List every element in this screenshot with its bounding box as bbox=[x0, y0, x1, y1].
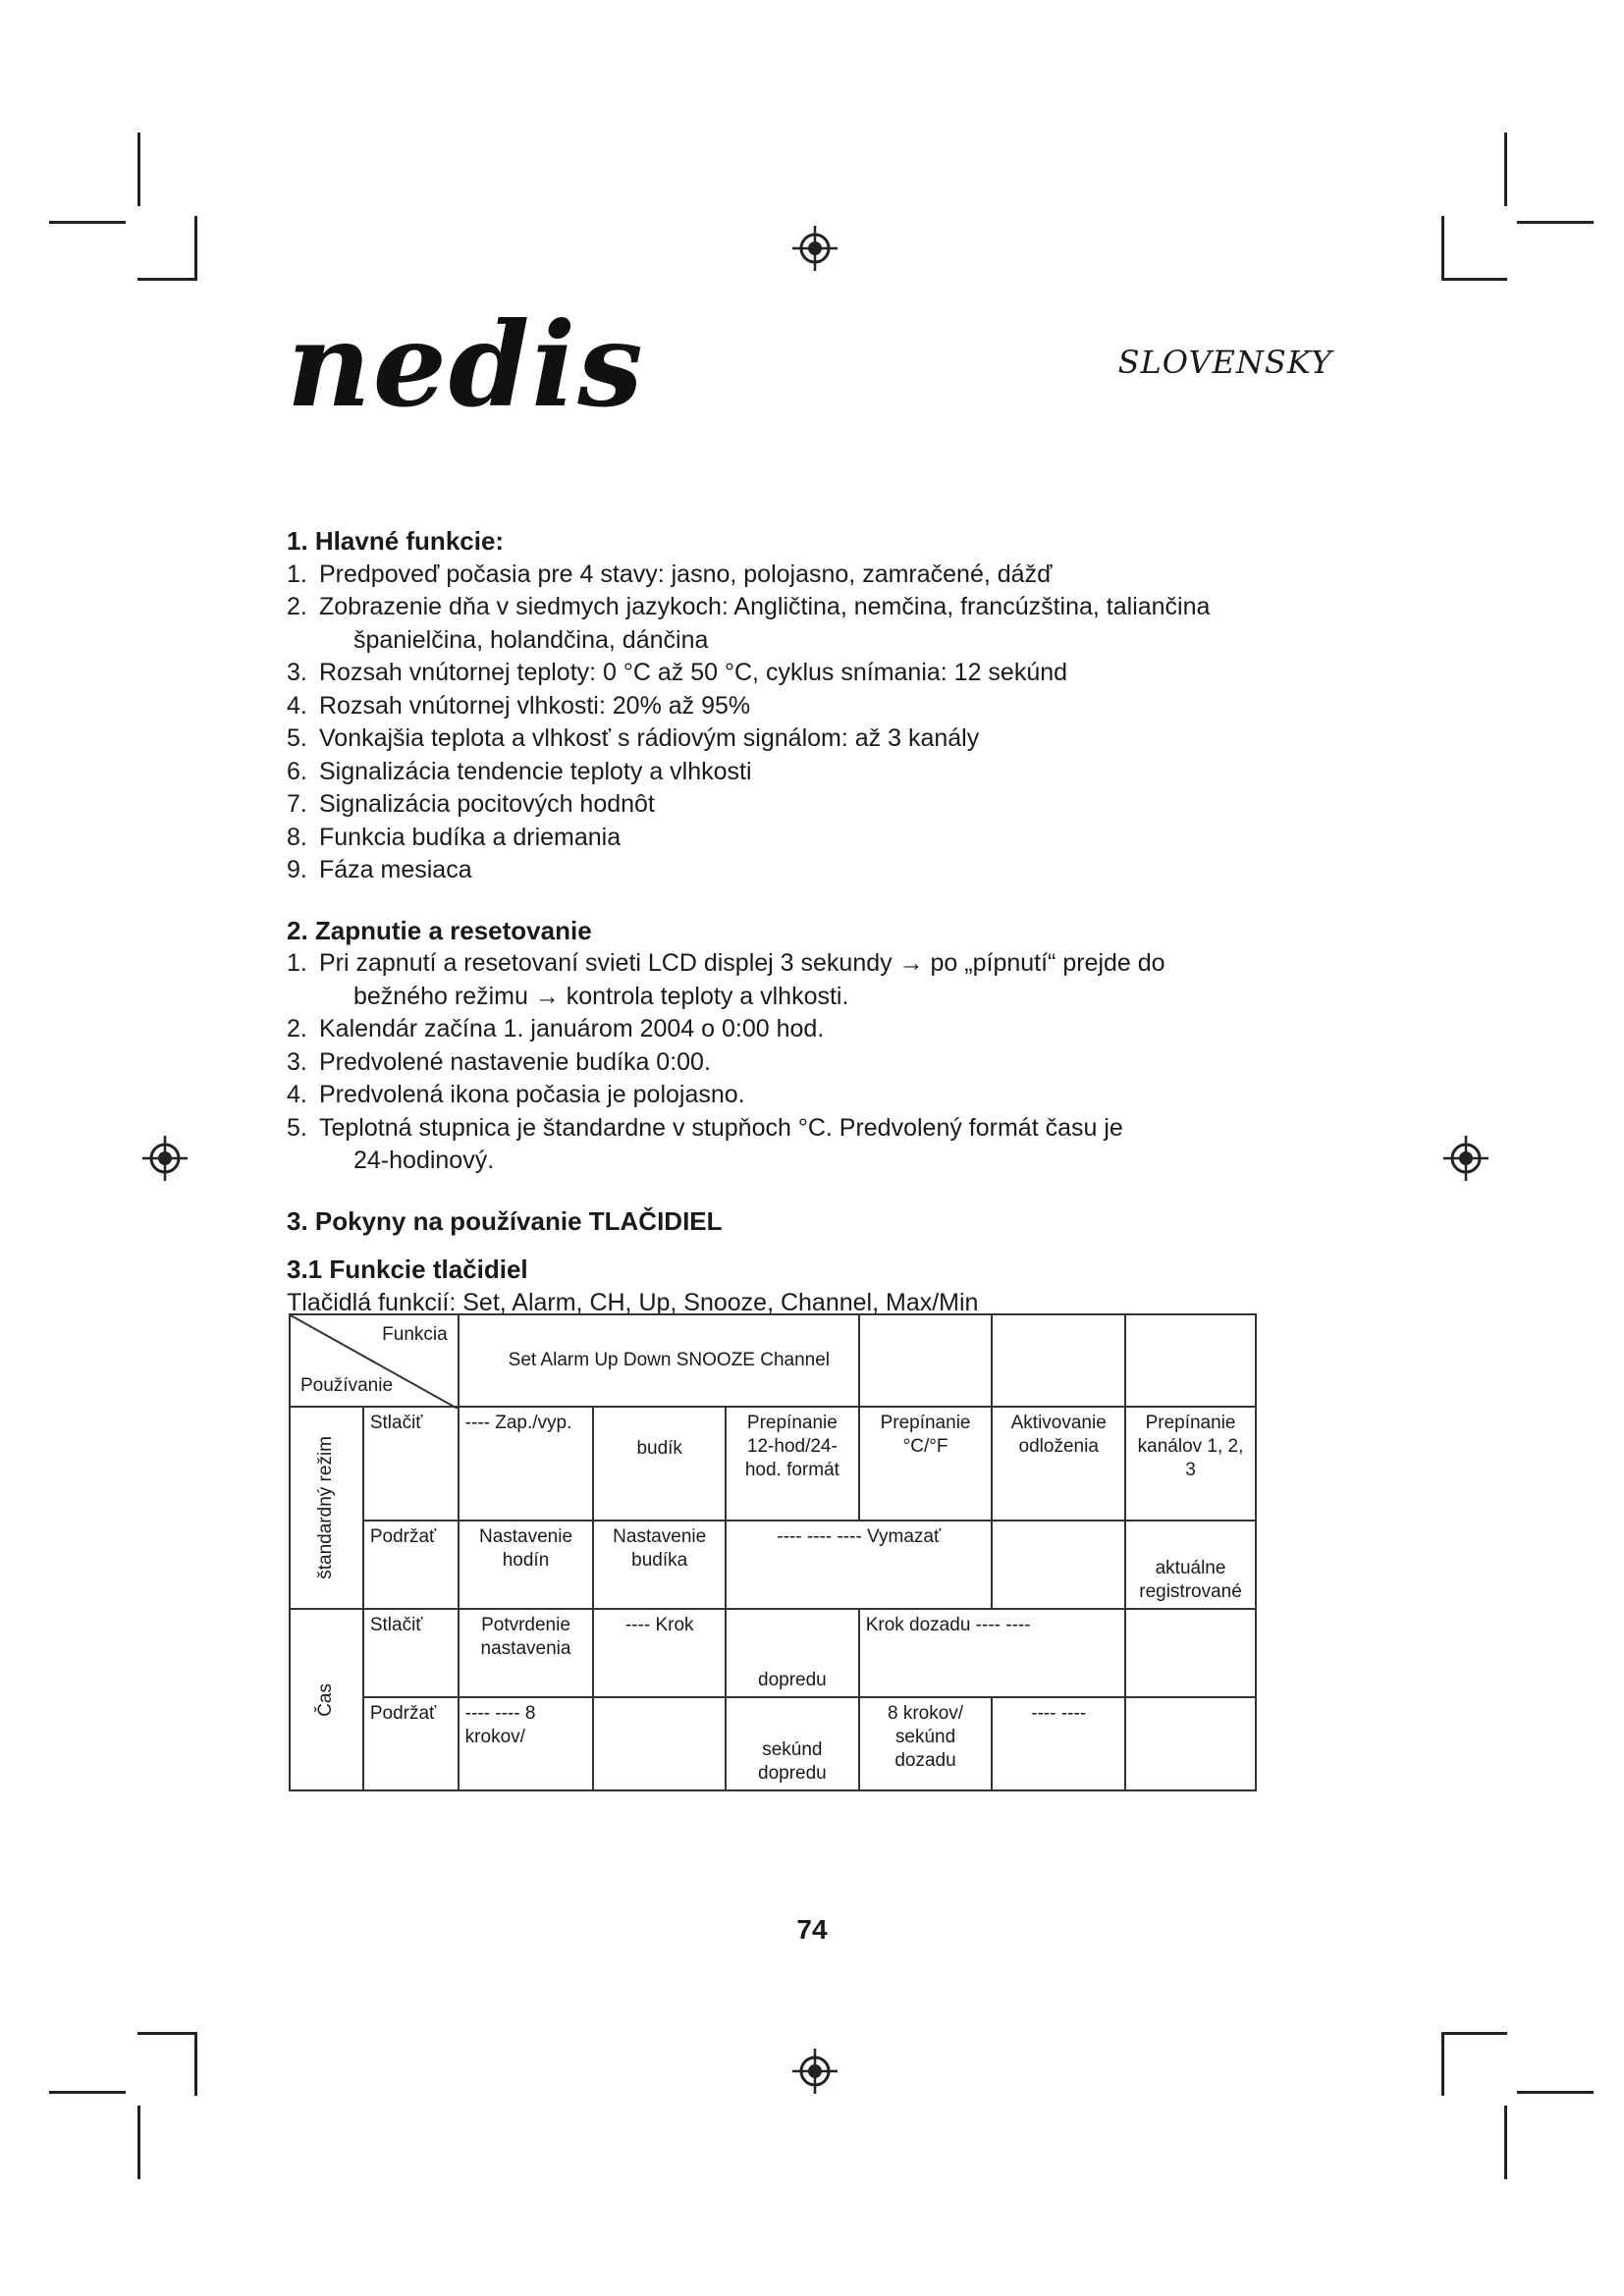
list-item: 1. Pri zapnutí a resetovaní svieti LCD displej 3 sekundy → po „pípnutí“ prejde do bežného režimu → kontrola teploty a vlhkosti. bbox=[287, 949, 1165, 1010]
list-item: 5. Vonkajšia teplota a vlhkosť s rádiovým signálom: až 3 kanály bbox=[287, 724, 980, 752]
table-cell bbox=[1125, 1609, 1256, 1697]
table-cell: ---- ---- bbox=[992, 1697, 1125, 1790]
table-cell: Podržať bbox=[363, 1697, 459, 1790]
section-title: 2. Zapnutie a resetovanie bbox=[287, 915, 592, 945]
registration-mark-icon bbox=[790, 2047, 839, 2096]
section-power-reset bbox=[287, 915, 1269, 1178]
table-cell: ---- Zap./vyp. bbox=[459, 1407, 594, 1521]
table-cell: aktuálne registrované bbox=[1125, 1521, 1256, 1609]
table-cell: ---- Krok bbox=[593, 1609, 726, 1697]
row-group-standard: štandardný režim bbox=[290, 1407, 363, 1609]
table-cell: sekúnd dopredu bbox=[726, 1697, 859, 1790]
table-cell bbox=[593, 1697, 726, 1790]
nedis-logo bbox=[287, 312, 719, 430]
list-item: 2. Zobrazenie dňa v siedmych jazykoch: Angličtina, nemčina, francúzština, taliančina španielčina, holandčina, dánčina bbox=[287, 593, 1211, 654]
table-cell: Prepínanie 12-hod/24-hod. formát bbox=[726, 1407, 859, 1521]
list-item: 9. Fáza mesiaca bbox=[287, 856, 472, 883]
svg-text:nedis: nedis bbox=[287, 312, 645, 430]
table-cell: budík bbox=[593, 1407, 726, 1521]
table-cell bbox=[1125, 1314, 1256, 1407]
table-cell: Krok dozadu ---- ---- bbox=[859, 1609, 1125, 1697]
list-item: 6. Signalizácia tendencie teploty a vlhkosti bbox=[287, 757, 752, 785]
table-cell: Prepínanie °C/°F bbox=[859, 1407, 993, 1521]
table-cell: Nastavenie hodín bbox=[459, 1521, 594, 1609]
list-item: 3. Rozsah vnútornej teploty: 0 °C až 50 °C, cyklus snímania: 12 sekúnd bbox=[287, 659, 1068, 686]
reset-list bbox=[287, 947, 1269, 1178]
table-row bbox=[290, 1609, 1256, 1697]
table-cell: ---- ---- 8 krokov/ bbox=[459, 1697, 594, 1790]
function-list bbox=[287, 559, 1269, 887]
registration-mark-icon bbox=[790, 224, 839, 273]
table-cell: Podržať bbox=[363, 1521, 459, 1609]
table-cell: ---- ---- ---- Vymazať bbox=[726, 1521, 992, 1609]
list-item: 2. Kalendár začína 1. januárom 2004 o 0:00 hod. bbox=[287, 1015, 825, 1042]
section-main-functions bbox=[287, 525, 1269, 887]
section-buttons bbox=[287, 1205, 1269, 1320]
table-row bbox=[290, 1697, 1256, 1790]
subsection-title: 3.1 Funkcie tlačidiel bbox=[287, 1255, 528, 1284]
registration-mark-icon bbox=[140, 1134, 189, 1183]
table-cell: Prepínanie kanálov 1, 2, 3 bbox=[1125, 1407, 1256, 1521]
table-row bbox=[290, 1521, 1256, 1609]
list-item: 5. Teplotná stupnica je štandardne v stupňoch °C. Predvolený formát času je 24-hodinový. bbox=[287, 1113, 1123, 1174]
corner-top-label: Funkcia bbox=[382, 1324, 448, 1345]
table-cell bbox=[1125, 1697, 1256, 1790]
list-item: 7. Signalizácia pocitových hodnôt bbox=[287, 790, 655, 818]
page-number: 74 bbox=[796, 1914, 828, 1945]
table-cell: 8 krokov/ sekúnd dozadu bbox=[859, 1697, 993, 1790]
list-item: 1. Predpoveď počasia pre 4 stavy: jasno, polojasno, zamračené, dážď bbox=[287, 560, 1053, 588]
section-title: 1. Hlavné funkcie: bbox=[287, 526, 505, 556]
list-item: 8. Funkcia budíka a driemania bbox=[287, 823, 622, 851]
language-label: SLOVENSKY bbox=[1117, 344, 1332, 381]
table-header-row bbox=[290, 1314, 1256, 1407]
table-cell bbox=[992, 1521, 1125, 1609]
table-cell: Stlačiť bbox=[363, 1609, 459, 1697]
table-cell bbox=[992, 1314, 1125, 1407]
table-cell: dopredu bbox=[726, 1609, 859, 1697]
table-row bbox=[290, 1407, 1256, 1521]
list-item: 4. Predvolená ikona počasia je polojasno. bbox=[287, 1081, 745, 1108]
table-cell: Potvrdenie nastavenia bbox=[459, 1609, 594, 1697]
table-cell: Stlačiť bbox=[363, 1407, 459, 1521]
row-group-time: Čas bbox=[290, 1609, 363, 1790]
button-function-table bbox=[289, 1313, 1257, 1791]
registration-mark-icon bbox=[1441, 1134, 1490, 1183]
list-item: 3. Predvolené nastavenie budíka 0:00. bbox=[287, 1047, 711, 1076]
table-cell bbox=[859, 1314, 993, 1407]
table-corner-cell bbox=[290, 1314, 459, 1407]
buttons-intro: Tlačidlá funkcií: Set, Alarm, CH, Up, Snooze, Channel, Max/Min bbox=[287, 1288, 979, 1316]
table-cell: Aktivovanie odloženia bbox=[992, 1407, 1125, 1521]
list-item: 4. Rozsah vnútornej vlhkosti: 20% až 95% bbox=[287, 691, 751, 720]
corner-bottom-label: Používanie bbox=[300, 1375, 394, 1396]
document-body bbox=[287, 525, 1269, 1319]
table-cell: Nastavenie budíka bbox=[593, 1521, 726, 1609]
section-title: 3. Pokyny na používanie TLAČIDIEL bbox=[287, 1205, 723, 1236]
header-buttons-label: Set Alarm Up Down SNOOZE Channel bbox=[459, 1314, 859, 1407]
